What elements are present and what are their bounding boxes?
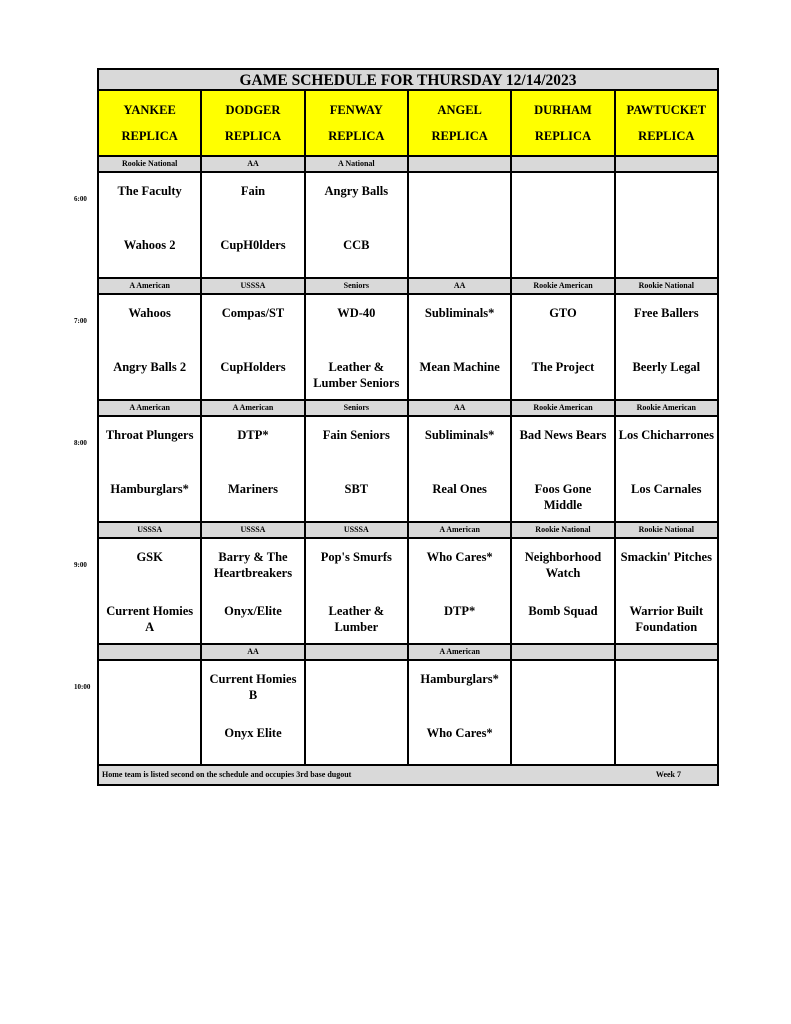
home-team: Onyx/Elite: [224, 604, 282, 618]
home-team: Mean Machine: [419, 360, 500, 374]
division-label: Rookie American: [512, 279, 615, 293]
time-label: 7:00: [74, 317, 87, 325]
field-name: ANGEL: [437, 102, 482, 117]
division-label: A American: [202, 401, 305, 415]
division-label: USSSA: [306, 523, 409, 537]
game-cell: [512, 661, 615, 767]
division-label: [306, 645, 409, 659]
division-label: Seniors: [306, 279, 409, 293]
field-header-durham: [512, 91, 615, 155]
home-team: CupHolders: [220, 360, 286, 374]
away-team: WD-40: [337, 306, 376, 320]
field-name: YANKEE: [123, 102, 176, 117]
division-label: Rookie National: [616, 279, 717, 293]
home-team: SBT: [344, 482, 369, 496]
division-band: [99, 279, 717, 293]
field-sub: REPLICA: [328, 128, 385, 143]
field-sub: REPLICA: [224, 128, 282, 143]
home-team: Leather & Lumber Seniors: [313, 360, 400, 390]
division-label: [616, 645, 717, 659]
game-cell: [616, 539, 717, 645]
away-team: Who Cares*: [426, 550, 493, 564]
away-team: Neighborhood Watch: [524, 550, 602, 580]
schedule-title: GAME SCHEDULE FOR THURSDAY 12/14/2023: [99, 70, 717, 91]
division-label: A American: [99, 279, 202, 293]
away-team: DTP*: [237, 428, 269, 442]
division-label: Seniors: [306, 401, 409, 415]
field-header-yankee: [99, 91, 202, 155]
schedule-table: [97, 68, 719, 786]
time-slot-row: [99, 173, 717, 279]
home-team: Warrior Built Foundation: [629, 604, 704, 634]
away-team: Angry Balls: [324, 184, 389, 198]
field-sub: REPLICA: [431, 128, 488, 143]
game-cell: [99, 295, 202, 401]
division-label: [99, 645, 202, 659]
game-cell: [409, 661, 512, 767]
away-team: Throat Plungers: [105, 428, 194, 442]
away-team: GSK: [136, 550, 163, 564]
division-band: [99, 157, 717, 171]
game-cell: [616, 417, 717, 523]
time-slot-row: [99, 295, 717, 401]
division-label: A American: [99, 401, 202, 415]
field-header-pawtucket: [616, 91, 717, 155]
away-team: Barry & The Heartbreakers: [213, 550, 293, 580]
week-label: Week 7: [655, 770, 681, 779]
home-team: The Project: [531, 360, 595, 374]
home-team: DTP*: [444, 604, 476, 618]
field-header-row: [99, 91, 717, 155]
game-cell: [512, 295, 615, 401]
away-team: Free Ballers: [633, 306, 699, 320]
game-cell: [512, 173, 615, 279]
division-band: [99, 523, 717, 537]
field-header-fenway: [306, 91, 409, 155]
game-cell: [512, 539, 615, 645]
schedule-footer: [99, 764, 717, 784]
division-label: USSSA: [202, 523, 305, 537]
away-team: Bad News Bears: [519, 428, 607, 442]
game-cell: [202, 539, 305, 645]
away-team: Smackin' Pitches: [620, 550, 712, 564]
home-team: Real Ones: [432, 482, 487, 496]
footer-note: Home team is listed second on the schedule and occupies 3rd base dugout: [102, 770, 352, 779]
game-cell: [512, 417, 615, 523]
game-cell: [99, 417, 202, 523]
division-label: A American: [409, 645, 512, 659]
division-label: [512, 157, 615, 171]
game-cell: [202, 295, 305, 401]
time-slot-row: [99, 661, 717, 767]
away-team: Fain Seniors: [322, 428, 390, 442]
time-label: 10:00: [74, 683, 91, 691]
division-label: [409, 157, 512, 171]
home-team: Mariners: [228, 482, 278, 496]
game-cell: [306, 295, 409, 401]
field-name: FENWAY: [329, 102, 383, 117]
away-team: Subliminals*: [424, 306, 495, 320]
game-cell: [99, 173, 202, 279]
home-team: Foos Gone Middle: [534, 482, 592, 512]
division-label: A American: [409, 523, 512, 537]
division-label: Rookie American: [512, 401, 615, 415]
field-sub: REPLICA: [638, 128, 695, 143]
away-team: GTO: [549, 306, 577, 320]
division-label: [512, 645, 615, 659]
home-team: Who Cares*: [426, 726, 493, 740]
home-team: CupH0lders: [220, 238, 286, 252]
home-team: CCB: [343, 238, 370, 252]
game-cell: [202, 661, 305, 767]
home-team: Onyx Elite: [224, 726, 282, 740]
division-label: Rookie National: [616, 523, 717, 537]
time-label: 9:00: [74, 561, 87, 569]
game-cell: [616, 295, 717, 401]
game-cell: [409, 173, 512, 279]
field-name: DODGER: [225, 102, 281, 117]
game-cell: [202, 417, 305, 523]
game-cell: [409, 539, 512, 645]
division-label: [616, 157, 717, 171]
home-team: Hamburglars*: [110, 482, 189, 496]
time-slot-row: [99, 417, 717, 523]
division-label: Rookie American: [616, 401, 717, 415]
home-team: Wahoos 2: [123, 238, 176, 252]
game-cell: [616, 173, 717, 279]
field-sub: REPLICA: [534, 128, 592, 143]
home-team: Current Homies A: [106, 604, 194, 634]
game-cell: [306, 173, 409, 279]
away-team: Wahoos: [128, 306, 171, 320]
division-band: [99, 401, 717, 415]
time-slot-row: [99, 539, 717, 645]
away-team: The Faculty: [117, 184, 182, 198]
field-name: PAWTUCKET: [626, 102, 707, 117]
game-cell: [202, 173, 305, 279]
time-label: 8:00: [74, 439, 87, 447]
game-cell: [616, 661, 717, 767]
field-name: DURHAM: [534, 102, 592, 117]
home-team: Leather & Lumber: [328, 604, 385, 634]
away-team: Compas/ST: [221, 306, 285, 320]
away-team: Current Homies B: [209, 672, 297, 702]
away-team: Hamburglars*: [420, 672, 499, 686]
home-team: Beerly Legal: [632, 360, 701, 374]
away-team: Los Chicharrones: [618, 428, 714, 442]
away-team: Fain: [240, 184, 266, 198]
division-label: A National: [306, 157, 409, 171]
division-label: AA: [409, 279, 512, 293]
home-team: Bomb Squad: [528, 604, 598, 618]
time-label: 6:00: [74, 195, 87, 203]
division-label: Rookie National: [99, 157, 202, 171]
game-cell: [306, 417, 409, 523]
away-team: Subliminals*: [424, 428, 495, 442]
division-band: [99, 645, 717, 659]
division-label: USSSA: [202, 279, 305, 293]
division-label: Rookie National: [512, 523, 615, 537]
game-cell: [99, 661, 202, 767]
home-team: Angry Balls 2: [113, 360, 187, 374]
division-label: AA: [409, 401, 512, 415]
division-label: USSSA: [99, 523, 202, 537]
field-sub: REPLICA: [121, 128, 178, 143]
away-team: Pop's Smurfs: [320, 550, 392, 564]
game-cell: [306, 661, 409, 767]
field-header-angel: [409, 91, 512, 155]
division-label: AA: [202, 645, 305, 659]
field-header-dodger: [202, 91, 305, 155]
home-team: Los Carnales: [631, 482, 702, 496]
division-label: AA: [202, 157, 305, 171]
game-cell: [306, 539, 409, 645]
game-cell: [409, 295, 512, 401]
game-cell: [99, 539, 202, 645]
game-cell: [409, 417, 512, 523]
